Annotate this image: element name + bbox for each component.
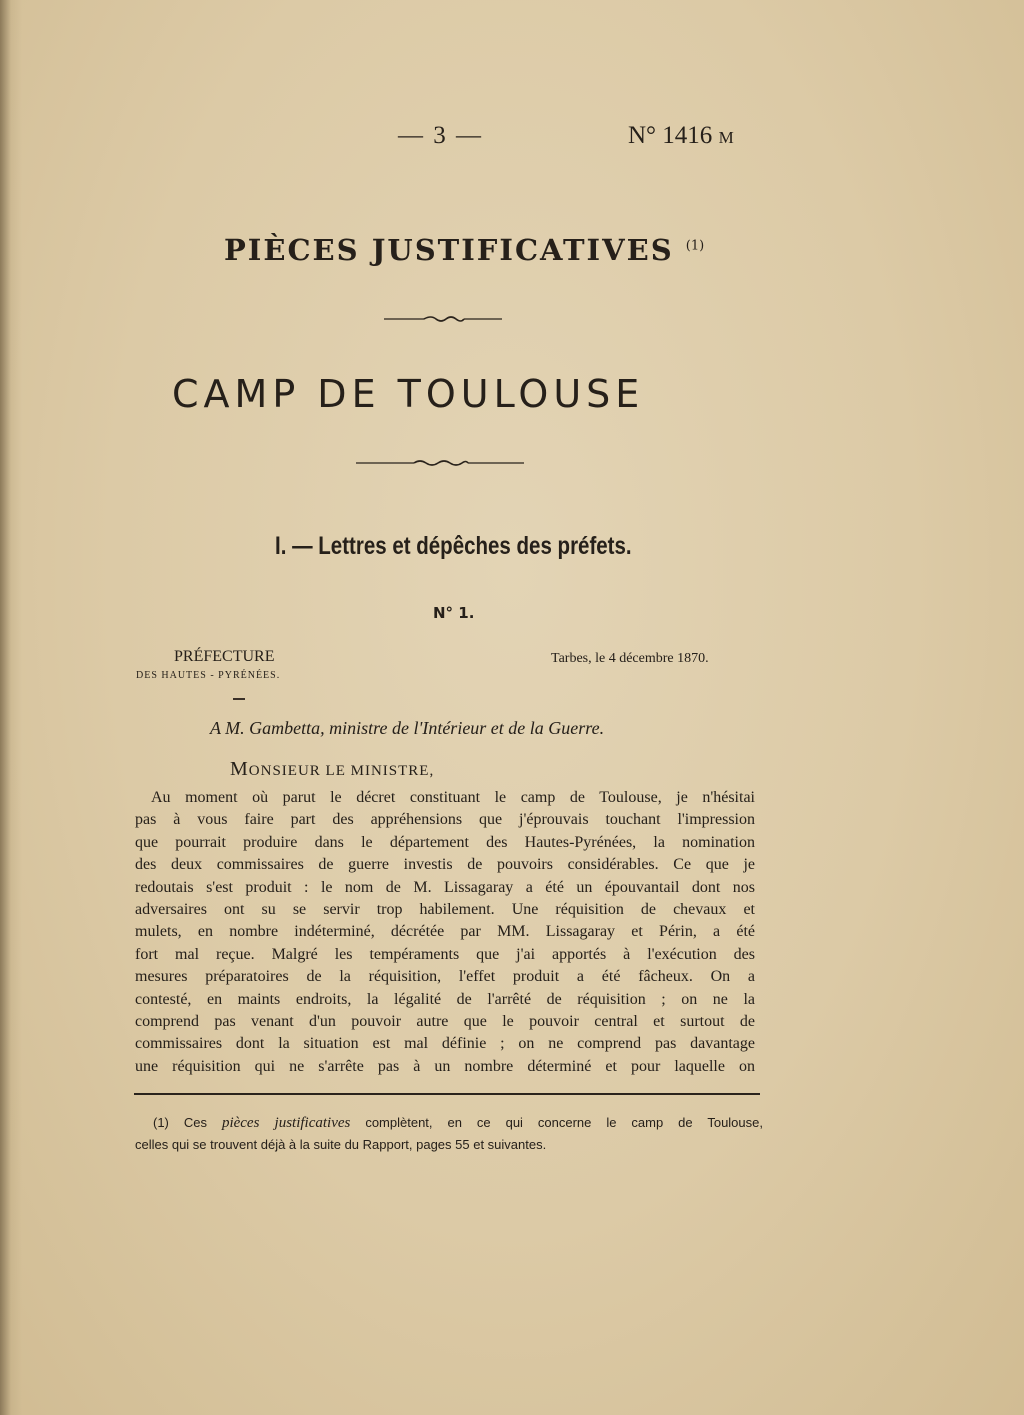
body-line: mesures préparatoires de la réquisition, l'effet produit a été fâcheux. On a [135, 968, 755, 986]
main-title-text: PIÈCES JUSTIFICATIVES [224, 233, 674, 267]
dateline: Tarbes, le 4 décembre 1870. [551, 651, 709, 666]
body-line: Au moment où parut le décret constituant le camp de Toulouse, je n'hésitai [151, 789, 755, 806]
salutation-rest: ONSIEUR LE MINISTRE, [248, 763, 435, 779]
body-line: comprend pas venant d'un pouvoir autre que le pouvoir central et surtout de [135, 1012, 755, 1030]
sender-dash [233, 698, 245, 700]
page-edge-shadow [0, 0, 22, 1415]
main-title [224, 233, 704, 267]
salutation [230, 758, 434, 781]
body-line: fort mal reçue. Malgré les tempéraments que j'ai apportés à l'exécution des [135, 945, 755, 963]
page-number: — 3 — [398, 122, 483, 149]
body-line: une réquisition qui ne s'arrête pas à un nombre déterminé et pour laquelle on [135, 1057, 755, 1075]
footnote-line-2: celles qui se trouvent déjà à la suite du Rapport, pages 55 et suivantes. [135, 1137, 547, 1152]
ornament-divider-top [384, 314, 502, 324]
body-line: pas à vous faire part des appréhensions que j'éprouvais touchant l'impression [135, 811, 755, 829]
body-line: commissaires dont la situation est mal définie ; on ne comprend pas davantage [135, 1035, 755, 1053]
salutation-initial: M [230, 758, 249, 780]
body-line: mulets, en nombre indéterminé, décrétée par MM. Lissagaray et Périn, a été [135, 923, 755, 941]
section-heading: I. — Lettres et dépêches des préfets. [275, 532, 632, 560]
footnote-text-b: complètent, en ce qui concerne le camp de Toulouse, [365, 1115, 763, 1130]
body-line: que pourrait produire dans le département des Hautes-Pyrénées, la nomination [135, 833, 755, 851]
main-title-footnote-ref: (1) [685, 238, 705, 254]
sender-department: DES HAUTES - PYRÉNÉES. [136, 670, 281, 681]
camp-title: CAMP DE TOULOUSE [172, 372, 645, 416]
footnote-rule [134, 1093, 760, 1095]
body-line: des deux commissaires de guerre investis de pouvoirs considérables. Ce que je [135, 856, 755, 874]
document-number-suffix: M [718, 128, 734, 147]
body-line: adversaires ont su se servir trop habilement. Une réquisition de chevaux et [135, 900, 755, 918]
footnote [135, 1112, 763, 1156]
ornament-divider-bottom [356, 458, 524, 468]
sender-office: PRÉFECTURE [174, 648, 275, 665]
addressee: A M. Gambetta, ministre de l'Intérieur et de la Guerre. [210, 718, 605, 738]
footnote-marker: (1) [153, 1115, 169, 1130]
letter-body [135, 787, 755, 1078]
footnote-line-1 [135, 1112, 763, 1134]
footnote-italic-phrase: pièces justificatives [221, 1115, 351, 1131]
document-number [628, 122, 734, 150]
body-line: contesté, en maints endroits, la légalité de l'arrêté de réquisition ; on ne la [135, 990, 755, 1008]
document-number-value: N° 1416 [628, 122, 713, 149]
item-number: N° 1. [433, 604, 475, 622]
body-line: redoutais s'est produit : le nom de M. Lissagaray a été un épouvantail dont nos [135, 878, 755, 896]
footnote-text-a: Ces [183, 1115, 207, 1130]
